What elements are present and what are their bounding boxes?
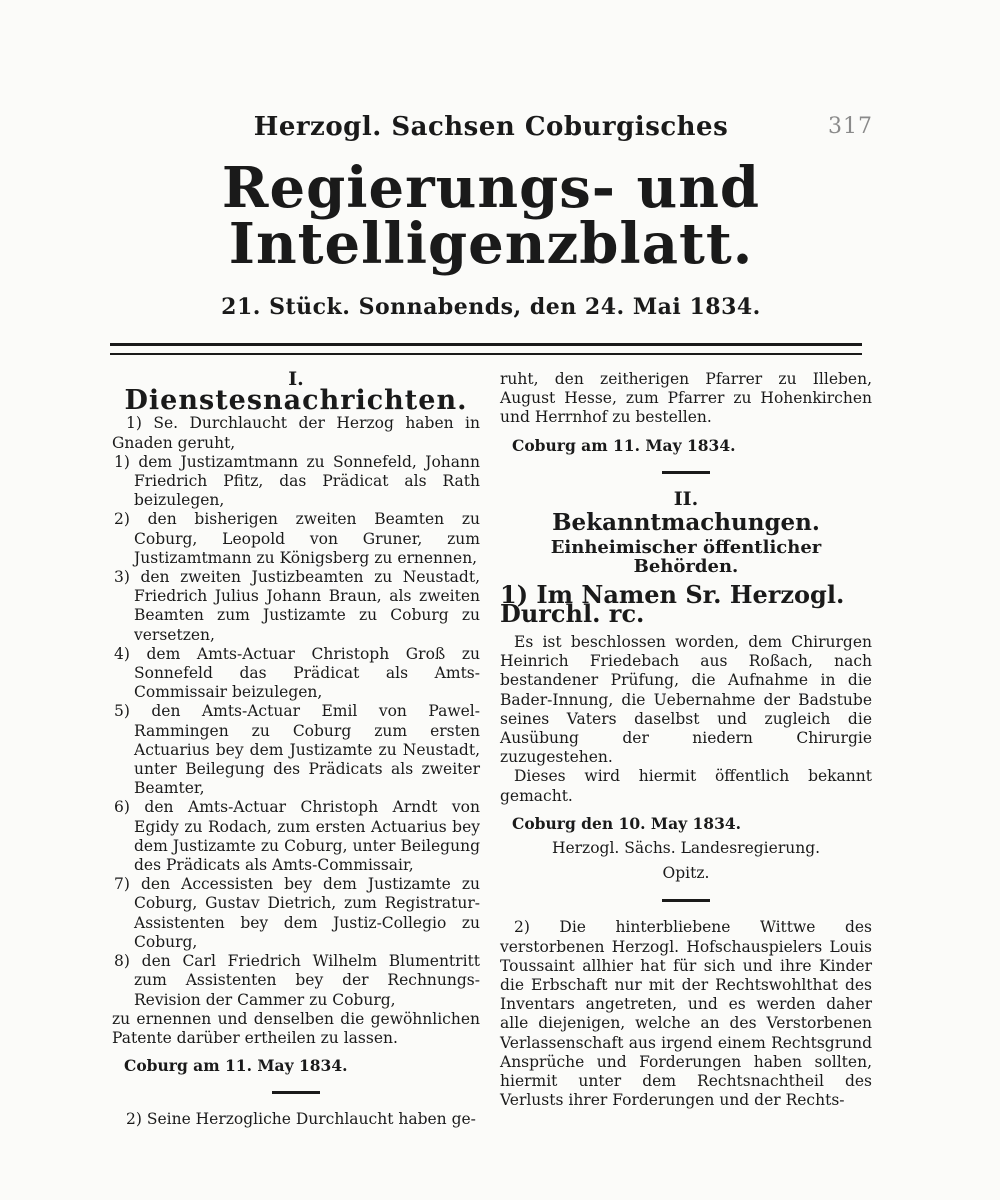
notice-1-date: Coburg den 10. May 1834. [512, 813, 742, 833]
continuation-date: Coburg am 11. May 1834. [512, 435, 736, 455]
section-number-2: II. [673, 487, 699, 510]
decree-item-2-start: 2) Seine Herzogliche Durchlaucht haben ge- [126, 1110, 476, 1129]
section-subtitle: Einheimischer öffentlicher Behörden. [550, 537, 822, 578]
decree-item: 3) den zweiten Justizbeamten zu Neustadt, Friedrich Julius Johann Braun, als zweiten Beamten zum Justizamte zu Coburg zu versetzen, [114, 568, 480, 644]
decree-closing: zu ernennen und denselben die gewöhnlichen Patente darüber ertheilen zu lassen. [112, 1009, 480, 1047]
masthead-top-line: Herzogl. Sachsen Coburgisches [253, 112, 729, 142]
section-title-2: Bekanntmachungen. [552, 509, 820, 537]
notice-2-body: 2) Die hinterbliebene Wittwe des verstorbenen Herzogl. Hofschauspielers Louis Toussaint allhier hat für sich und ihre Kinder die Erbschaft nur mit der Rechtswohlthat des Inventars angetreten, und es werden daher alle diejenigen, welche an des Verstorbenen Verlassenschaft aus irgend einem Rechtsgrund Ansprüche und Forderungen haben sollten, hiermit unter dem Rechtsnachtheil des Verlusts ihrer Forderungen und der Rechts- [500, 918, 872, 1110]
decree-item: 6) den Amts-Actuar Christoph Arndt von Egidy zu Rodach, zum ersten Actuarius bey dem Justizamte zu Coburg, unter Beilegung des Prädicats als Amts-Commissair, [114, 798, 480, 875]
masthead [96, 112, 886, 320]
issuing-authority: Herzogl. Sächs. Landesregierung. [551, 839, 821, 858]
section-divider [272, 1091, 320, 1094]
decree-item: 4) dem Amts-Actuar Christoph Groß zu Sonnefeld das Prädicat als Amts-Commissair beizulegen, [114, 644, 480, 702]
masthead-divider [110, 343, 862, 355]
decree-item: 1) dem Justizamtmann zu Sonnefeld, Johann Friedrich Pfitz, das Prädicat als Rath beizulegen, [114, 452, 480, 510]
decree-item: 5) den Amts-Actuar Emil von Pawel-Rammingen zu Coburg zum ersten Actuarius bey dem Justizamte zu Neustadt, unter Beilegung des Prädicats als zweiter Beamter, [114, 702, 480, 798]
signature: Opitz. [662, 864, 710, 883]
issue-line: 21. Stück. Sonnabends, den 24. Mai 1834. [221, 294, 761, 320]
notice-1-body: Es ist beschlossen worden, dem Chirurgen Heinrich Friedebach aus Roßach, nach bestandener Prüfung, die Aufnahme in die Bader-Innung, die Uebernahme der Badstube seines Vaters daselbst und zugleich die Ausübung der niedern Chirurgie zuzugestehen. [500, 633, 872, 767]
decree-item: 8) den Carl Friedrich Wilhelm Blumentritt zum Assistenten bey der Rechnungs-Revision der Cammer zu Coburg, [114, 952, 480, 1009]
page-number: 317 [828, 114, 873, 139]
masthead-title: Regierungs- und Intelligenzblatt. [221, 155, 761, 277]
decree-item: 2) den bisherigen zweiten Beamten zu Coburg, Leopold von Gruner, zum Justizamtmann zu Königsberg zu ernennen, [114, 510, 480, 567]
decree-date: Coburg am 11. May 1834. [124, 1056, 348, 1076]
notice-divider [662, 899, 710, 902]
left-column [112, 370, 480, 1130]
decree-item: 7) den Accessisten bey dem Justizamte zu Coburg, Gustav Dietrich, zum Registratur-Assistenten bey dem Justiz-Collegio zu Coburg, [114, 875, 480, 951]
section-number: I. [288, 368, 304, 390]
decree-intro: 1) Se. Durchlaucht der Herzog haben in Gnaden geruht, [112, 414, 480, 452]
right-column [500, 370, 872, 1111]
continuation-text: ruht, den zeitherigen Pfarrer zu Illeben, August Hesse, zum Pfarrer zu Hohenkirchen und Herrnhof zu bestellen. [500, 370, 872, 427]
notice-1-publish: Dieses wird hiermit öffentlich bekannt gemacht. [500, 767, 872, 805]
section-divider [662, 471, 710, 474]
section-title: Dienstesnachrichten. [124, 385, 468, 417]
notice-1-heading: 1) Im Namen Sr. Herzogl. Durchl. rc. [500, 579, 845, 628]
